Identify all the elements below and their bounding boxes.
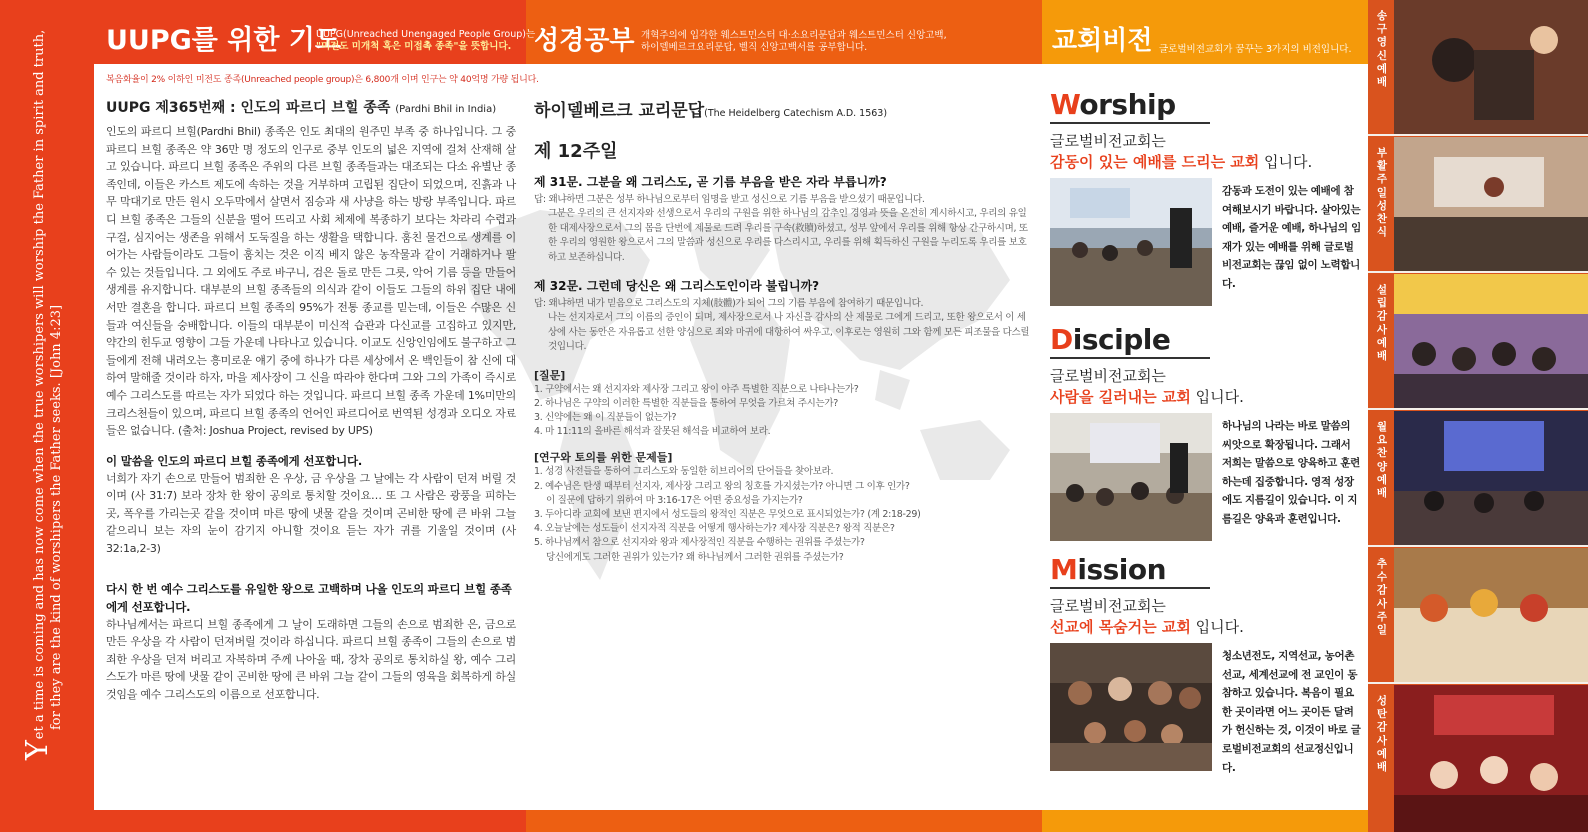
vision-mission-description: 청소년전도, 지역선교, 농어촌선교, 세계선교에 전 교인이 동참하고 있습니다. 복음이 필요한 곳이라면 어느 곳이든 달려가 헌신하는 것, 이것이 바로 글로벌비전교회의 선교정신입니다. xyxy=(1222,650,1361,774)
uupg-proclamation: 하나님께서는 파르디 브힐 종족에게 그 날이 도래하면 그들의 손으로 범죄한 은, 금으로 만든 우상을 각 사람이 던져버릴 것이라 하십니다. 파르디 브힐 종족이 그들의 손으로 범죄한 우상을 던져 버리고 자복하며 주께 나아올 때, 장차 공의로 통치하실 왕, 예수 그리스도가 마른 땅에 냇물 같이 곤비한 땅에 큰 바위 그늘 같이 그들의 영육을 회복하게 하실 것임을 예수 그리스도의 이름으로 선포합니다. xyxy=(106,617,516,702)
bible-header-sub-1: 개혁주의에 입각한 웨스트민스터 대·소요리문답과 웨스트민스터 신앙고백, xyxy=(641,30,947,41)
photo-label: 성탄감사예배 xyxy=(1376,695,1388,774)
uupg-header-subtitle xyxy=(316,29,535,53)
photo-thanksgiving xyxy=(1394,548,1588,684)
worship-photo xyxy=(1050,178,1212,306)
photo-item xyxy=(1368,411,1588,547)
bible-header-title: 성경공부 xyxy=(534,26,635,56)
bible-column xyxy=(534,96,1034,565)
study-list xyxy=(534,465,1034,564)
answer-31 xyxy=(534,193,1034,265)
catechism-title xyxy=(534,96,1034,121)
photo-label: 부활주일 성찬식 xyxy=(1376,147,1388,239)
list-item: 2. 하나님은 구약의 이러한 특별한 직분들을 통하여 무엇을 가르쳐 주시는가? xyxy=(534,397,838,409)
vision-disciple-suffix: 입니다. xyxy=(1190,388,1244,406)
uupg-body: 인도의 파르디 브힐(Pardhi Bhil) 종족은 인도 최대의 원주민 부족 중 하나입니다. 그 중 파르디 브힐 종족은 약 36만 명 정도의 인구로 중부 인도의 넓은 지역에 걸쳐 산재해 살고 있습니다. 파르디 브힐 종족은 주위의 다른 브힐 종족들과는 대조되는 다소 유별난 종족인데, 이들은 카스트 제도에 속하는 것을 거부하며 고립된 집단이 되었으며, 진흙과 나무 막대기로 만든 원시 오두막에서 살면서 짐승과 새 사냥을 하는 방랑 부족입니다. 파르디 브힐 종족은 그들의 신분을 떨어 뜨리고 사회 체제에 복종하기 보다는 차라리 수렵과 구걸, 심지어는 생존을 위해서 도둑질을 하는 생활을 택합니다. 훔친 물건으로 생계를 이어가는 사람들이라도 그들이 훔치는 것은 이직 베지 않은 농작물과 같이 거래하거나 팔 수 있는 것들입니다. 그 외에도 주로 바구니, 검은 돌로 만든 그릇, 악어 기름 등을 만들어 생계를 유지합니다. 대부분의 브힐 종족들의 의식과 같이 이들도 그들의 하위 집단 내에서만 결혼을 합니다. 파르디 브힐 종족의 95%가 전통 종교를 믿는데, 이들은 수많은 신들과 여신들을 숭배합니다. 이들의 대부분이 미신적 습관과 다신교를 고집하고 있지만, 약간의 힌두교 영향이 그들 가운데 나타나고 있습니다. 이교도 신앙인임에도 불구하고 그들에게 전해 내려오는 흥미로운 얘기 중에 하나가 다른 세상에서 온 백인들이 참 신에 대하여 말해줄 것이라 하자, 마을 제사장이 그 신을 따라야 한다며 그와 그의 가족이 즉시로 예수 그리스도를 따르는 자가 되었다 하는 것입니다. 파르디 브힐 종족 가운데 1%미만의 크리스천들이 있으며, 파르디 브힐 종족의 언어인 파르디어로 번역된 성경과 오디오 자료들은 없습니다. (출처: Joshua Project, revised by UPS) xyxy=(106,125,516,438)
catechism-title-en: (The Heidelberg Catechism A.D. 1563) xyxy=(704,108,888,119)
photo-founding xyxy=(1394,274,1588,410)
photo-strip xyxy=(1368,0,1588,832)
vision-worship-line2 xyxy=(1050,151,1360,172)
vision-worship-title-rest: orship xyxy=(1079,88,1176,121)
vision-worship-highlight: 감동이 있는 예배를 드리는 교회 xyxy=(1050,153,1260,171)
photo-label: 송구영신예배 xyxy=(1376,10,1388,89)
vision-disciple xyxy=(1050,323,1361,525)
list-item: 1. 성경 사전들을 통하여 그리스도와 동일한 히브리어의 단어들을 찾아보라. xyxy=(534,466,834,478)
photo-item xyxy=(1368,685,1588,832)
vision-mission-line1: 글로벌비전교회는 xyxy=(1050,597,1166,615)
uupg-header-sub-1: UUPG(Unreached Unengaged People Group)는 xyxy=(316,29,536,40)
answer-32-first: 답: 왜냐하면 내가 믿음으로 그리스도의 지체(肢體)가 되어 그의 기름 부음에 참여하기 때문입니다. xyxy=(534,298,924,310)
vision-mission-title xyxy=(1050,553,1360,586)
uupg-header-title: UUPG를 위한 기도 xyxy=(106,25,342,56)
uupg-proclaim-heading-1: 이 말씀을 인도의 파르디 브힐 종족에게 선포합니다. xyxy=(106,453,363,468)
vision-worship-title-initial: W xyxy=(1050,88,1080,121)
vision-worship-suffix: 입니다. xyxy=(1259,153,1313,171)
vision-mission-title-rest: ission xyxy=(1077,553,1167,586)
verse-line-1: et a time is coming and has now come when the true worshipers will worship the Father in spirit and truth, xyxy=(32,29,47,740)
verse-text xyxy=(20,29,65,760)
list-item: 3. 신약에는 왜 이 직분들이 없는가? xyxy=(534,412,677,424)
bible-header-subtitle xyxy=(641,30,947,54)
questions-list xyxy=(534,383,1034,440)
vision-disciple-line1: 글로벌비전교회는 xyxy=(1050,367,1166,385)
uupg-proclaim-heading-2: 다시 한 번 예수 그리스도를 유일한 왕으로 고백하며 나올 인도의 파르디 브힐 종족에게 선포합니다. xyxy=(106,581,512,614)
vision-worship xyxy=(1050,88,1361,290)
vision-mission-line2 xyxy=(1050,616,1360,637)
vision-header-title: 교회비전 xyxy=(1052,26,1153,56)
study-heading: [연구와 토의를 위한 문제들] xyxy=(534,451,673,465)
questions-heading: [질문] xyxy=(534,368,566,382)
photo-label: 추수감사주일 xyxy=(1376,558,1388,637)
photo-label: 설립감사예배 xyxy=(1376,284,1388,363)
question-32: 제 32문. 그런데 당신은 왜 그리스도인이라 불립니까? xyxy=(534,279,820,294)
divider xyxy=(1050,122,1210,124)
uupg-title-en: (Pardhi Bhil in India) xyxy=(395,104,497,115)
uupg-column xyxy=(106,72,539,704)
mission-photo xyxy=(1050,643,1212,771)
vision-mission-suffix: 입니다. xyxy=(1190,618,1244,636)
photo-item xyxy=(1368,137,1588,273)
photo-item xyxy=(1368,274,1588,410)
vision-disciple-title-rest: isciple xyxy=(1072,323,1171,356)
list-item: 1. 구약에서는 왜 선지자와 제사장 그리고 왕이 아주 특별한 직분으로 나타나는가? xyxy=(534,383,859,395)
uupg-title-ko: UUPG 제365번째 : 인도의 파르디 브힐 종족 xyxy=(106,100,391,116)
list-item: 당신에게도 그러한 권위가 있는가? 왜 하나님께서 그러한 권위를 주셨는가? xyxy=(546,551,844,563)
vision-mission-title-initial: M xyxy=(1050,553,1078,586)
vision-disciple-highlight: 사람을 길러내는 교회 xyxy=(1050,388,1191,406)
bible-header-sub-2: 하이델베르크요리문답, 벨직 신앙고백서를 공부합니다. xyxy=(641,42,868,53)
vision-worship-line1: 글로벌비전교회는 xyxy=(1050,132,1166,150)
divider xyxy=(1050,587,1210,589)
answer-31-first: 답: 왜냐하면 그분은 성부 하나님으로부터 임명을 받고 성신으로 기름 부음을 받으셨기 때문입니다. xyxy=(534,194,925,205)
photo-item xyxy=(1368,548,1588,684)
list-item: 이 질문에 답하기 위하여 마 3:16-17은 어떤 중요성을 가지는가? xyxy=(546,494,803,506)
answer-31-rest: 그분은 우리의 큰 선지자와 선생으로서 우리의 구원을 위한 하나님의 감추인 경영과 뜻을 온전히 계시하시고, 우리의 유일한 대제사장으로서 그의 몸을 단번에 제물로 드려 우리를 구속(救贖)하셨고, 성부 앞에서 우리를 위해 항상 간구하시며, 또한 우리의 영원한 왕으로서 그의 말씀과 성신으로 우리를 다스리시고, 우리를 위해 획득하신 구원을 누리도록 우리를 보호하고 보존하십니다. xyxy=(548,208,1028,263)
photo-label: 월요찬양예배 xyxy=(1376,421,1388,500)
list-item: 5. 하나님께서 참으로 선지자와 왕과 제사장적인 직분을 수행하는 권위를 주셨는가? xyxy=(534,537,865,549)
footer-bar-bible xyxy=(526,810,1042,832)
photo-easter xyxy=(1394,137,1588,273)
vision-worship-title xyxy=(1050,88,1360,121)
vision-disciple-description: 하나님의 나라는 바로 말씀의 씨앗으로 확장됩니다. 그래서 저희는 말씀으로 양육하고 훈련하는데 집중합니다. 영적 성장에도 지름길이 있습니다. 이 지름길은 양육과 훈련입니다. xyxy=(1222,420,1361,525)
divider xyxy=(1050,357,1210,359)
vision-disciple-line2 xyxy=(1050,386,1360,407)
answer-32 xyxy=(534,297,1034,355)
question-31: 제 31문. 그분을 왜 그리스도, 곧 기름 부음을 받은 자라 부릅니까? xyxy=(534,175,887,189)
catechism-title-ko: 하이델베르크 교리문답 xyxy=(534,101,705,121)
vision-mission-highlight: 선교에 목숨거는 교회 xyxy=(1050,618,1191,636)
photo-item xyxy=(1368,0,1588,136)
list-item: 3. 두아디라 교회에 보낸 편지에서 성도들의 왕적인 직분은 무엇으로 표시되었는가? (계 2:18-29) xyxy=(534,509,921,521)
vision-worship-description: 감동과 도전이 있는 예배에 참여해보시기 바랍니다. 살아있는 예배, 즐거운 예배, 하나님의 임재가 있는 예배를 위해 글로벌비전교회는 끊임 없이 노력합니다. xyxy=(1222,185,1361,290)
uupg-header-sub-2: "미전도 미개척 혹은 미접촉 종족"을 뜻합니다. xyxy=(316,41,512,52)
vision-disciple-title xyxy=(1050,323,1360,356)
disciple-photo xyxy=(1050,413,1212,541)
vision-disciple-title-initial: D xyxy=(1050,323,1073,356)
lords-day: 제 12주일 xyxy=(534,141,618,162)
uupg-scripture: 너희가 자기 손으로 만들어 범죄한 은 우상, 금 우상을 그 날에는 각 사람이 던져 버릴 것이며 (사 31:7) 보라 장차 한 왕이 공의로 통치할 것이요… 또 그 사람은 광풍을 피하는 곳, 폭우를 가리는곳 같을 것이며 마른 땅에 냇물 같을 것이며 곤비한 땅에 큰 바위 그늘 같으리니 보는 자의 눈이 감기지 아니할 것이요 듣는 자가 귀를 기울일 것이며 (사 32:1a,2-3) xyxy=(106,471,516,556)
vision-header-subtitle: 글로벌비전교회가 꿈꾸는 3가지의 비전입니다. xyxy=(1159,44,1352,55)
vision-mission xyxy=(1050,553,1361,774)
footer-bar-vision xyxy=(1042,810,1368,832)
uupg-title xyxy=(106,97,516,117)
list-item: 4. 오늘날에는 성도들이 선지자적 직분을 어떻게 행사하는가? 제사장 직분은? 왕적 직분은? xyxy=(534,523,895,535)
verse-reference: [John 4:23] xyxy=(49,304,64,379)
list-item: 2. 예수님은 탄생 때부터 선지자, 제사장 그리고 왕의 칭호를 가지셨는가? 아니면 그 이후 인가? xyxy=(534,480,910,492)
photo-christmas xyxy=(1394,685,1588,832)
verse-line-2: for they are the kind of worshipers the Father seeks. xyxy=(49,382,64,730)
verse-drop-cap: Y xyxy=(20,740,55,760)
verse-strip xyxy=(0,0,94,832)
photo-new-year xyxy=(1394,0,1588,136)
list-item: 4. 마 11:11의 올바른 해석과 잘못된 해석을 비교하여 보라. xyxy=(534,426,771,438)
photo-monday-praise xyxy=(1394,411,1588,547)
answer-32-rest: 나는 선지자로서 그의 이름의 증인이 되며, 제사장으로서 나 자신을 감사의 산 제물로 그에게 드리고, 또한 왕으로서 이 세상에 사는 동안은 자유롭고 선한 양심으로 죄와 마귀에 대항하여 싸우고, 이후로는 영원히 그와 함께 모든 피조물을 다스릴 것입니다. xyxy=(548,312,1030,353)
footer-bar-uupg xyxy=(94,810,526,832)
uupg-notice: 복음화율이 2% 이하인 미전도 종족(Unreached people group)은 6,800개 이며 인구는 약 40억명 가량 됩니다. xyxy=(106,75,539,85)
